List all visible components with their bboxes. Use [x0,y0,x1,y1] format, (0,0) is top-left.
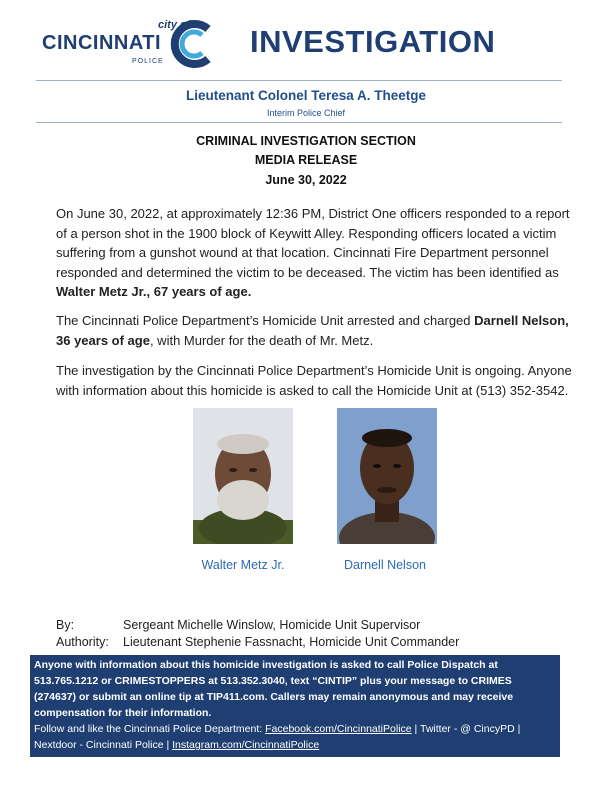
logo-police: POLICE [132,58,164,65]
footer-tip-text: Anyone with information about this homicide investigation is asked to call Police Dispatch at 513.765.1212 or CRIMESTOPPERS at 513.352.3040, text “CINTIP” plus your message to CRIMES (274637) or submit an online tip at TIP411.com. Callers may remain anonymous and may receive compensation for their information. [34,659,514,719]
footer-tip-box [30,655,560,757]
photo-victim [193,408,293,544]
by-label: By: [56,618,75,632]
logo-city-name: CINCINNATI [42,32,162,54]
footer-follow-text: Follow and like the Cincinnati Police Department: [34,723,266,735]
chief-title: Interim Police Chief [266,108,346,118]
authority-value: Lieutenant Stephenie Fassnacht, Homicide Unit Commander [123,635,460,649]
victim-name: Walter Metz Jr., 67 years of age. [56,284,252,299]
logo-city-of: city of [158,19,191,31]
footer-social-text: | Twitter - @ CincyPD | Nextdoor - Cincinnati Police | [34,723,521,751]
paragraph-ongoing [56,361,576,400]
release-type: MEDIA RELEASE [254,153,358,167]
c-swoosh-icon [168,17,214,71]
paragraph-text: The investigation by the Cincinnati Police Department’s Homicide Unit is ongoing. Anyone with information about this homicide is asked to call the Homicide Unit at (513) 352-3542. [56,363,572,398]
paragraph-text: , with Murder for the death of Mr. Metz. [149,332,374,348]
photo-suspect [337,408,437,544]
authority-label: Authority: [56,635,109,649]
footer-social [34,721,556,753]
divider [36,80,562,81]
photo-caption-victim: Walter Metz Jr. [201,558,285,572]
photo-caption-suspect: Darnell Nelson [344,558,426,572]
paragraph-incident [56,204,576,302]
by-value: Sergeant Michelle Winslow, Homicide Unit Supervisor [123,618,421,632]
authority-line [56,635,459,649]
chief-name: Lieutenant Colonel Teresa A. Theetge [185,88,427,103]
paragraph-text: On June 30, 2022, at approximately 12:36 PM, District One officers responded to a report of a person shot in the 1900 block of Keywitt Alley. Responding officers located a victim suffering from a gunshot wound at that location. Cincinnati Fire Department personnel responded and determined the victim to be deceased. The victim has been identified as [56,206,570,280]
release-date: June 30, 2022 [265,173,347,187]
by-line [56,618,420,632]
divider [36,122,562,123]
page-title: INVESTIGATION [250,24,496,59]
paragraph-arrest [56,311,576,350]
suspect-name: Darnell Nelson, 36 years of age [56,313,569,348]
paragraph-text: The Cincinnati Police Department’s Homicide Unit arrested and charged [56,313,475,328]
cincinnati-police-logo [42,16,222,74]
section-heading: CRIMINAL INVESTIGATION SECTION [196,134,416,148]
instagram-link[interactable]: Instagram.com/CincinnatiPolice [172,739,320,751]
facebook-link[interactable]: Facebook.com/CincinnatiPolice [265,723,412,735]
